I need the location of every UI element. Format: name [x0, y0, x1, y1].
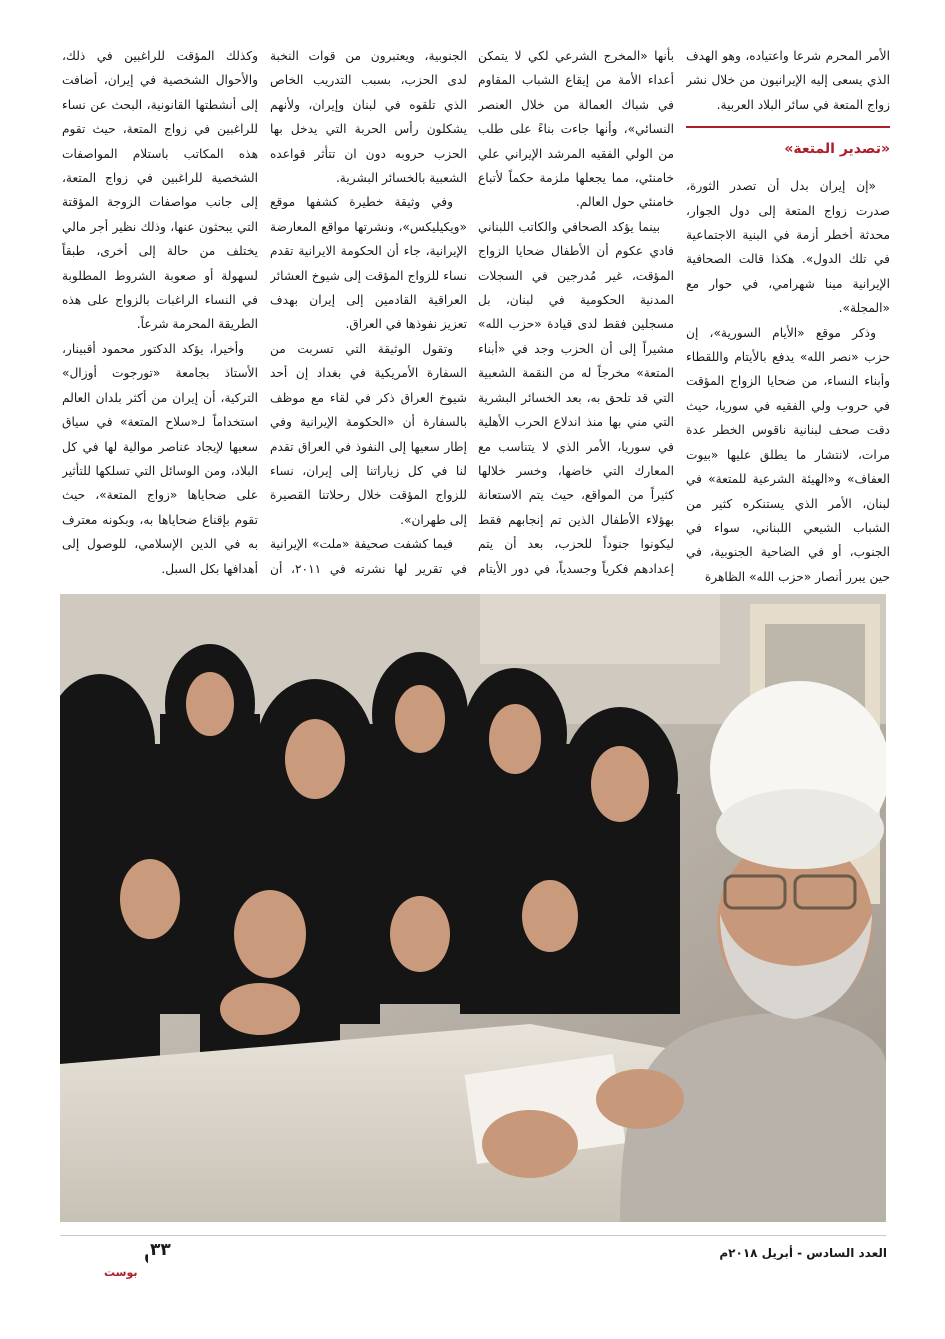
- paragraph: بأنها «المخرج الشرعي لكي لا يتمكن أعداء الأمة من إيقاع الشباب المقاوم في شباك العمالة من خلال العنصر النسائي»، وأنها جاءت بناءً على طلب من الولي الفقيه المرشد الإيراني علي خامنئي، مما يجعلها ملزمة حكماً لأتباع خامنئي حول العالم.: [478, 49, 674, 210]
- photo-illustration: [60, 594, 886, 1222]
- iran-post-logo: [60, 1236, 148, 1280]
- paragraph: الأمر المحرم شرعا واعتياده، وهو الهدف الذي يسعى إليه الإيرانيون من خلال نشر زواج المتعة في سائر البلاد العربية.: [686, 49, 890, 112]
- logo-icon: [60, 1236, 148, 1280]
- page-number: ٣٣: [150, 1240, 171, 1260]
- paragraph: بينما يؤكد الصحافي والكاتب اللبناني فادي عكوم أن الأطفال ضحايا الزواج المؤقت، غير مُدرجين في السجلات المدنية الحكومية في لبنان، بل مسجلين فقط لدى قيادة «حزب الله» مشيراً إلى أن الحزب وجد في «أبناء المتعة» مخرجاً له من النقمة الشعبية التي قد تلحق به، بعد الخسائر البشرية التي مني بها منذ اندلاع الحرب الأهلية في سوريا، الأمر الذي لا يتناسب مع المعارك التي خاضها، وخسر خلالها كثيراً من المواقع، حيث يتم الاستعانة بهؤلاء الأطفال الذين تم إنجابهم فقط ليكونوا جنوداً للحزب، بعد أن يتم إعدادهم فكرياً وجسدياً، في دور الأيتام: [478, 219, 674, 576]
- paragraph: وتقول الوثيقة التي تسربت من السفارة الأمريكية في بغداد إن أحد شيوخ العراق ذكر في لقاء مع موظف بالسفارة أن «الحكومة الإيرانية وفي إطار سعيها إلى النفوذ في العراق تقدم لنا في كل زياراتنا إلى إيران، نساء للزواج المؤقت خلال رحلاتنا القصيرة إلى طهران».: [270, 341, 467, 527]
- footer-rule: [60, 1235, 886, 1236]
- paragraph: فيما كشفت صحيفة «ملت» الإيرانية في تقرير لها نشرته في ٢٠١١، أن: [270, 537, 467, 576]
- paragraph: وذكر موقع «الأيام السورية»، إن حزب «نصر الله» يدفع بالأيتام واللقطاء وأبناء النساء، من ضحايا الزواج المؤقت في حروب ولي الفقيه في سوريا، حيث دقت صحف لبنانية ناقوس الخطر عدة مرات، لانتشار ما يطلق عليها «بيوت العفاف» و«الهيئة الشرعية للمتعة» في لبنان، الأمر الذي يستنكره كثير من الشباب الشيعي اللبناني، سواء في الجنوب، أو في الضاحية الجنوبية، في حين يبرر أنصار «حزب الله» الظاهرة: [686, 325, 890, 584]
- logo-subtext: بوست: [104, 1266, 138, 1279]
- article-column-2: [478, 44, 674, 584]
- article-column-4: [62, 44, 258, 584]
- issue-label: العدد السادس - أبريل ٢٠١٨م: [719, 1246, 887, 1260]
- logo-wordmark: [144, 1240, 148, 1266]
- paragraph: وكذلك المؤقت للراغبين في ذلك، والأحوال الشخصية في إيران، أضافت إلى أنشطتها القانونية، البحث عن نساء للراغبين في زواج المتعة، حيث تقوم هذه المكاتب باستلام المواصفات الشخصية للراغبين في زواج المتعة، إلى جانب مواصفات الزوجة المؤقتة التي يبحثون عنها، وذلك نظير أجر مالي يختلف من حالة إلى أخرى، طبقاً لسهولة أو صعوبة الشروط المطلوبة في النساء الراغبات بالزواج على هذه الطريقة المحرمة شرعاً.: [62, 49, 258, 332]
- subheading: «تصدير المتعة»: [784, 141, 890, 158]
- paragraph: الجنوبية، ويعتبرون من قوات النخبة لدى الحزب، بسبب التدريب الخاص الذي تلقوه في لبنان وإيران، ولأنهم يشكلون رأس الحربة التي يدخل بها الحزب حروبه دون ان تتأثر قواعده الشعبية بالخسائر البشرية.: [270, 49, 467, 186]
- paragraph: وأخيرا، يؤكد الدكتور محمود أقبينار، الأستاذ بجامعة «تورجوت أوزال» التركية، أن إيران من أكثر بلدان العالم استخداماً لـ«سلاح المتعة» في سياق سعيها لإيجاد عناصر موالية لها في كل البلاد، ومن الوسائل التي تسلكها للتأثير على ضحاياها «زواج المتعة»، حيث تقوم بإقناع ضحاياها به، وبكونه معترف به في الدين الإسلامي، للوصول إلى أهدافها بكل السبل.: [62, 341, 258, 576]
- article-photo: [60, 594, 886, 1222]
- subhead-rule: [686, 126, 890, 128]
- article-column-1: [686, 44, 890, 584]
- paragraph: وفي وثيقة خطيرة كشفها موقع «ويكيليكس»، ونشرتها مواقع المعارضة الإيرانية، جاء أن الحكومة الايرانية تقدم نساء للزواج المؤقت إلى شيوخ العشائر العراقية القادمين إلى إيران بهدف تعزيز نفوذها في العراق.: [270, 195, 467, 332]
- paragraph: «إن إيران بدل أن تصدر الثورة، صدرت زواج المتعة إلى دول الجوار، محدثة أخطر أزمة في البنية الاجتماعية في تلك الدول». هكذا قالت الصحافية الإيرانية مينا شهرامي، في حوار مع «المجلة».: [686, 179, 890, 316]
- article-column-3: [270, 44, 467, 584]
